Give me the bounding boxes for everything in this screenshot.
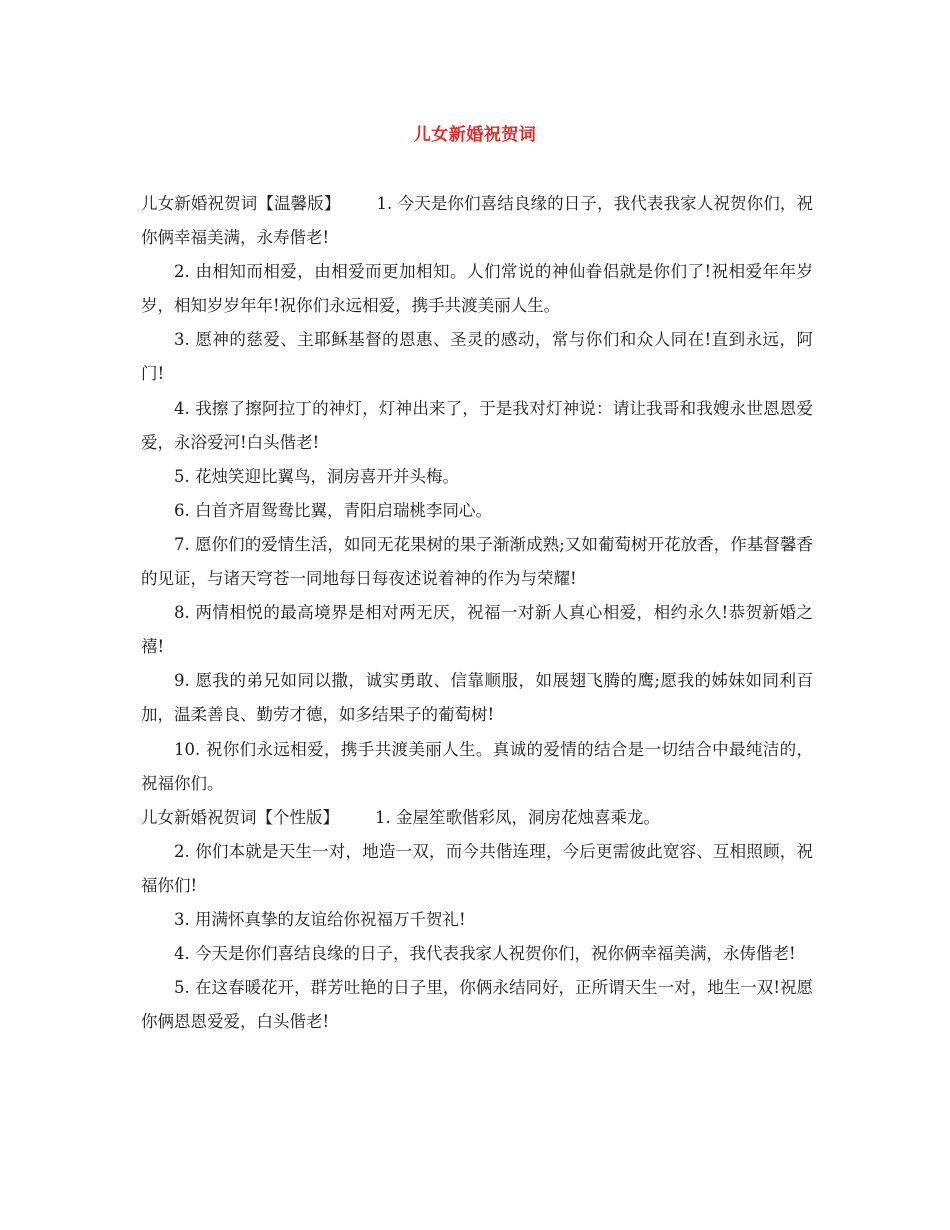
document-title: 儿女新婚祝贺词 bbox=[413, 125, 537, 145]
list-item: 2. 你们本就是天生一对，地造一双，而今共偕连理，今后更需彼此宽容、互相照顾，祝福你们! bbox=[141, 841, 813, 895]
list-item: 3. 用满怀真挚的友谊给你祝福万千贺礼! bbox=[174, 909, 466, 929]
list-item: 7. 愿你们的爱情生活，如同无花果树的果子渐渐成熟;又如葡萄树开花放香，作基督馨香的见证，与诸天穹苍一同地每日每夜述说着神的作为与荣耀! bbox=[141, 534, 813, 589]
section-personal-intro bbox=[141, 801, 813, 835]
document-body bbox=[141, 187, 813, 1039]
list-item: 10. 祝你们永远相爱，携手共渡美丽人生。真诚的爱情的结合是一切结合中最纯洁的，祝福你们。 bbox=[141, 739, 813, 793]
list-item: 3. 愿神的慈爱、主耶稣基督的恩惠、圣灵的感动，常与你们和众人同在!直到永远，阿门! bbox=[141, 330, 813, 384]
list-item: 9. 愿我的弟兄如同以撒，诚实勇敢、信靠顺服，如展翅飞腾的鹰;愿我的姊妹如同利百加，温柔善良、勤劳才德，如多结果子的葡萄树! bbox=[141, 671, 813, 725]
section-warm-intro bbox=[141, 187, 813, 255]
list-item: 8. 两情相悦的最高境界是相对两无厌，祝福一对新人真心相爱，相约永久!恭贺新婚之禧! bbox=[141, 603, 813, 657]
list-item: 2. 由相知而相爱，由相爱而更加相知。人们常说的神仙眷侣就是你们了!祝相爱年年岁岁，相知岁岁年年!祝你们永远相爱，携手共渡美丽人生。 bbox=[141, 262, 813, 316]
list-item: 6. 白首齐眉鸳鸯比翼，青阳启瑞桃李同心。 bbox=[174, 500, 492, 520]
list-item: 4. 我擦了擦阿拉丁的神灯，灯神出来了，于是我对灯神说：请让我哥和我嫂永世恩恩爱爱，永浴爱河!白头偕老! bbox=[141, 398, 813, 452]
list-item: 1. 今天是你们喜结良缘的日子，我代表我家人祝贺你们，祝你俩幸福美满，永寿偕老! bbox=[141, 194, 813, 248]
list-item: 5. 在这春暖花开，群芳吐艳的日子里，你俩永结同好，正所谓天生一对，地生一双!祝愿你俩恩恩爱爱，白头偕老! bbox=[141, 978, 813, 1032]
list-item: 1. 金屋笙歌偕彩凤，洞房花烛喜乘龙。 bbox=[375, 807, 660, 827]
section-label-personal: 儿女新婚祝贺词【个性版】 bbox=[141, 807, 339, 827]
section-label-warm: 儿女新婚祝贺词【温馨版】 bbox=[141, 194, 341, 213]
list-item: 4. 今天是你们喜结良缘的日子，我代表我家人祝贺你们，祝你俩幸福美满，永俦偕老! bbox=[174, 944, 796, 964]
list-item: 5. 花烛笑迎比翼鸟，洞房喜开并头梅。 bbox=[174, 466, 459, 486]
